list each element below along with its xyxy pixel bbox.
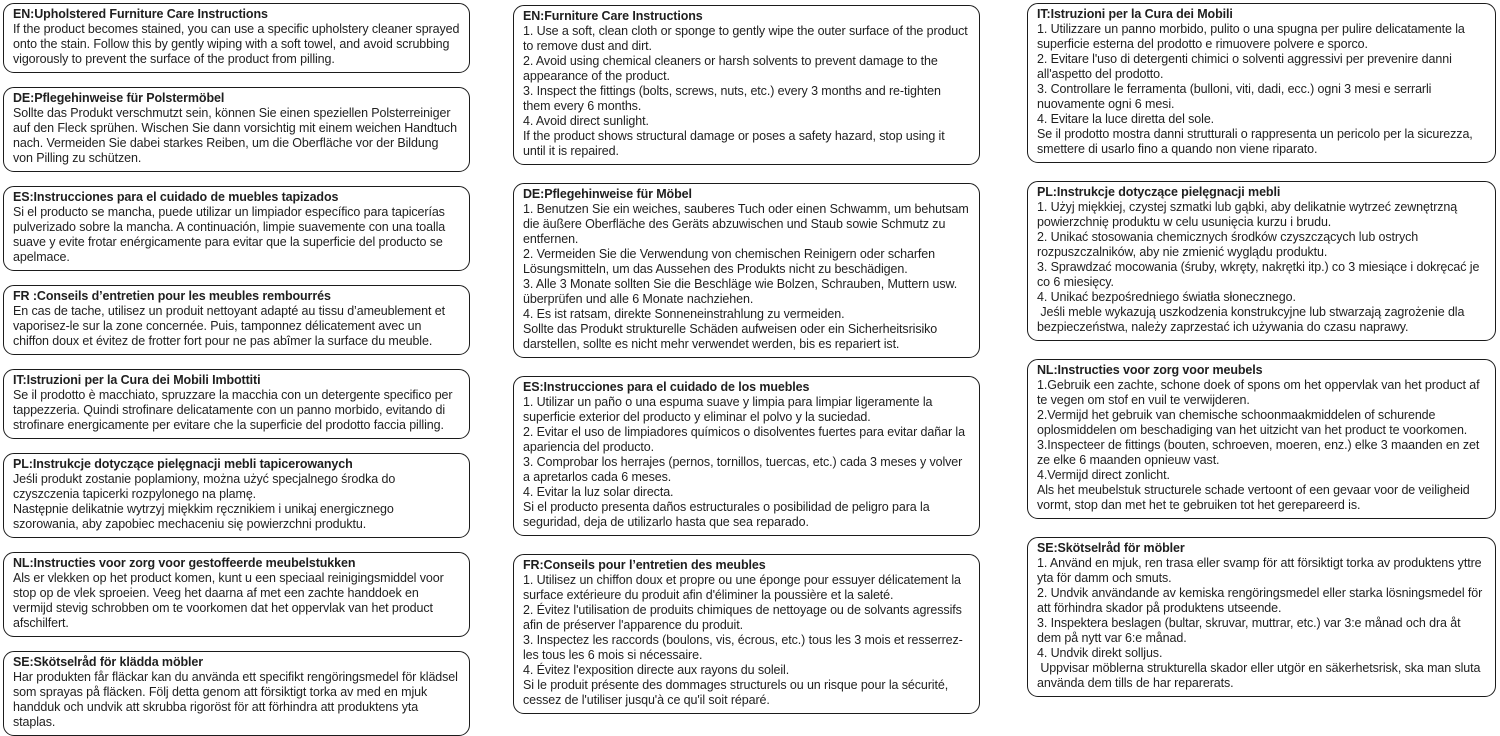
box-title: EN:Upholstered Furniture Care Instructions	[13, 7, 268, 21]
box-paragraph: Jeśli produkt zostanie poplamiony, można użyć specjalnego środka do czyszczenia tapicerki rozpylonego na plamę.	[13, 472, 399, 501]
box-paragraph: 2. Evitar el uso de limpiadores químicos o disolventes fuertes para evitar dañar la apariencia del producto.	[523, 425, 969, 454]
box-paragraph: 4. Évitez l'exposition directe aux rayons du soleil.	[523, 663, 790, 677]
column-furniture-care-left	[513, 5, 980, 714]
box-title: DE:Pflegehinweise für Möbel	[523, 187, 692, 201]
care-box-upholstered-care-3	[3, 285, 470, 355]
care-box-upholstered-care-5	[3, 453, 470, 538]
box-title: EN:Furniture Care Instructions	[523, 9, 703, 23]
care-box-furniture-care-west-1	[513, 183, 980, 358]
box-paragraph: 3. Sprawdzać mocowania (śruby, wkręty, nakrętki itp.) co 3 miesiące i dokręcać je co 6 miesięcy.	[1037, 260, 1483, 289]
box-paragraph: 4. Avoid direct sunlight.	[523, 114, 649, 128]
box-paragraph: Si el producto presenta daños estructurales o posibilidad de peligro para la seguridad, deja de utilizarlo hasta que sea reparado.	[523, 500, 933, 529]
box-paragraph: 3. Inspect the fittings (bolts, screws, nuts, etc.) every 3 months and re-tighten them every 6 months.	[523, 84, 945, 113]
box-paragraph: Se il prodotto mostra danni strutturali o rappresenta un pericolo per la sicurezza, smettere di usarlo fino a quando non viene riparato.	[1037, 127, 1477, 156]
care-box-upholstered-care-6	[3, 552, 470, 637]
box-paragraph: 1. Użyj miękkiej, czystej szmatki lub gąbki, aby delikatnie wytrzeć zewnętrzną powierzchnię produktu w celu usunięcia kurzu i brudu.	[1037, 200, 1461, 229]
care-box-upholstered-care-2	[3, 186, 470, 271]
care-box-furniture-care-east-3	[1027, 537, 1496, 697]
care-box-upholstered-care-7	[3, 651, 470, 736]
care-box-furniture-care-west-0	[513, 5, 980, 165]
box-paragraph: Sollte das Produkt strukturelle Schäden aufweisen oder ein Sicherheitsrisiko darstellen, sollte es nicht mehr verwendet werden, bis es repariert ist.	[523, 322, 941, 351]
box-paragraph: Sollte das Produkt verschmutzt sein, können Sie einen speziellen Polsterreiniger auf den Fleck sprühen. Wischen Sie dann vorsichtig mit einem weichen Handtuch nach. Vermeiden Sie dabei starkes Reiben, um die Oberfläche vor der Bildung von Pilling zu schützen.	[13, 106, 461, 165]
box-paragraph: 3. Inspectez les raccords (boulons, vis, écrous, etc.) tous les 3 mois et resserrez-les tous les 6 mois si nécessaire.	[523, 633, 963, 662]
box-title: PL:Instrukcje dotyczące pielęgnacji mebli tapicerowanych	[13, 457, 353, 471]
column-upholstered-care	[3, 3, 470, 736]
box-paragraph: 1. Utilizar un paño o una espuma suave y limpia para limpiar ligeramente la superficie exterior del producto y eliminar el polvo y la suciedad.	[523, 395, 936, 424]
care-box-upholstered-care-1	[3, 87, 470, 172]
care-box-furniture-care-east-2	[1027, 359, 1496, 519]
care-box-furniture-care-west-3	[513, 554, 980, 714]
box-paragraph: 3. Alle 3 Monate sollten Sie die Beschläge wie Bolzen, Schrauben, Muttern usw. überprüfen und alle 6 Monate nachziehen.	[523, 277, 961, 306]
box-paragraph: Si el producto se mancha, puede utilizar un limpiador específico para tapicerías pulverizado sobre la mancha. A continuación, limpie suavemente con una toalla suave y evite frotar enérgicamente para evitar que la superficie del producto se apelmace.	[13, 205, 449, 264]
box-title: SE:Skötselråd för klädda möbler	[13, 655, 204, 669]
box-paragraph: Następnie delikatnie wytrzyj miękkim ręcznikiem i unikaj energicznego szorowania, aby zapobiec mechaceniu się powierzchni produktu.	[13, 502, 398, 531]
box-paragraph: 2. Unikać stosowania chemicznych środków czyszczących lub ostrych rozpuszczalników, aby nie zmienić wyglądu produktu.	[1037, 230, 1422, 259]
box-title: ES:Instrucciones para el cuidado de los muebles	[523, 380, 810, 394]
box-paragraph: 3. Controllare le ferramenta (bulloni, viti, dadi, ecc.) ogni 3 mesi e serrarli nuovamente ogni 6 mesi.	[1037, 82, 1435, 111]
care-box-furniture-care-east-0	[1027, 3, 1496, 163]
box-paragraph: If the product shows structural damage or poses a safety hazard, stop using it until it is repaired.	[523, 129, 948, 158]
box-paragraph: 4. Undvik direkt solljus.	[1037, 646, 1163, 660]
box-paragraph: Als er vlekken op het product komen, kunt u een speciaal reinigingsmiddel voor stop op de vlek sproeien. Veeg het daarna af met een zachte handdoek en vermijd stevig schrobben om te voorkomen dat het oppervlak van het product afschilfert.	[13, 571, 448, 630]
box-paragraph: 4. Unikać bezpośredniego światła słonecznego.	[1037, 290, 1296, 304]
box-paragraph: Si le produit présente des dommages structurels ou un risque pour la sécurité, cessez de l'utiliser jusqu'à ce qu'il soit réparé.	[523, 678, 952, 707]
box-paragraph: Se il prodotto è macchiato, spruzzare la macchia con un detergente specifico per tappezzeria. Quindi strofinare delicatamente con un panno morbido, evitando di strofinare energicamente per evitare che la superficie del prodotto faccia pilling.	[13, 388, 456, 432]
box-paragraph: 3. Inspektera beslagen (bultar, skruvar, muttrar, etc.) var 3:e månad och dra åt dem på nytt var 6:e månad.	[1037, 616, 1464, 645]
box-paragraph: 1. Använd en mjuk, ren trasa eller svamp för att försiktigt torka av produktens yttre yta för damm och smuts.	[1037, 556, 1485, 585]
box-title: DE:Pflegehinweise für Polstermöbel	[13, 91, 225, 105]
box-paragraph: 3. Comprobar los herrajes (pernos, tornillos, tuercas, etc.) cada 3 meses y volver a apretarlos cada 6 meses.	[523, 455, 966, 484]
box-title: IT:Istruzioni per la Cura dei Mobili Imbottiti	[13, 373, 261, 387]
box-paragraph: 1. Benutzen Sie ein weiches, sauberes Tuch oder einen Schwamm, um behutsam die äußere Oberfläche des Geräts abzuwischen und Staub sowie Schmutz zu entfernen.	[523, 202, 973, 246]
box-paragraph: 2. Evitare l'uso di detergenti chimici o solventi aggressivi per prevenire danni all'aspetto del prodotto.	[1037, 52, 1456, 81]
box-paragraph: 2. Avoid using chemical cleaners or harsh solvents to prevent damage to the appearance of the product.	[523, 54, 942, 83]
care-box-upholstered-care-0	[3, 3, 470, 73]
box-title: FR:Conseils pour l’entretien des meubles	[523, 558, 766, 572]
box-paragraph: 4. Es ist ratsam, direkte Sonneneinstrahlung zu vermeiden.	[523, 307, 845, 321]
box-title: SE:Skötselråd för möbler	[1037, 541, 1185, 555]
box-paragraph: Uppvisar möblerna strukturella skador eller utgör en säkerhetsrisk, ska man sluta använda dem tills de har reparerats.	[1037, 661, 1484, 690]
box-paragraph: 2. Vermeiden Sie die Verwendung von chemischen Reinigern oder scharfen Lösungsmitteln, um das Aussehen des Produkts nicht zu beschädigen.	[523, 247, 939, 276]
box-paragraph: 2. Évitez l'utilisation de produits chimiques de nettoyage ou de solvants agressifs afin de préserver l'apparence du produit.	[523, 603, 966, 632]
box-paragraph: 3.Inspecteer de fittings (bouten, schroeven, moeren, enz.) elke 3 maanden en zet ze elke 6 maanden opnieuw vast.	[1037, 438, 1483, 467]
box-paragraph: Als het meubelstuk structurele schade vertoont of een gevaar voor de veiligheid vormt, stop dan met het te gebruiken tot het gerepareerd is.	[1037, 483, 1474, 512]
box-paragraph: 1.Gebruik een zachte, schone doek of spons om het oppervlak van het product af te vegen om stof en vuil te verwijderen.	[1037, 378, 1483, 407]
box-paragraph: If the product becomes stained, you can use a specific upholstery cleaner sprayed onto the stain. Follow this by gently wiping with a soft towel, and avoid scrubbing vigorously to prevent the surface of the product from pilling.	[13, 22, 463, 66]
box-title: PL:Instrukcje dotyczące pielęgnacji mebli	[1037, 185, 1281, 199]
box-paragraph: En cas de tache, utilisez un produit nettoyant adapté au tissu d’ameublement et vaporisez-le sur la zone concernée. Puis, tamponnez délicatement avec un chiffon doux et évitez de frotter fort pour ne pas abîmer la surface du meuble.	[13, 304, 449, 348]
box-title: FR :Conseils d’entretien pour les meubles rembourrés	[13, 289, 331, 303]
box-paragraph: 4. Evitare la luce diretta del sole.	[1037, 112, 1215, 126]
box-paragraph: 1. Utilisez un chiffon doux et propre ou une éponge pour essuyer délicatement la surface extérieure du produit afin d'éliminer la poussière et la saleté.	[523, 573, 965, 602]
box-title: ES:Instrucciones para el cuidado de muebles tapizados	[13, 190, 339, 204]
box-paragraph: 4.Vermijd direct zonlicht.	[1037, 468, 1170, 482]
box-paragraph: 4. Evitar la luz solar directa.	[523, 485, 674, 499]
column-furniture-care-right	[1027, 3, 1496, 697]
box-title: NL:Instructies voor zorg voor meubels	[1037, 363, 1263, 377]
box-paragraph: Jeśli meble wykazują uszkodzenia konstrukcyjne lub stwarzają zagrożenie dla bezpieczeństwa, należy zaprzestać ich używania do czasu naprawy.	[1037, 305, 1468, 334]
care-box-furniture-care-east-1	[1027, 181, 1496, 341]
care-box-upholstered-care-4	[3, 369, 470, 439]
box-paragraph: 2. Undvik användande av kemiska rengöringsmedel eller starka lösningsmedel för att förhindra skador på produktens utseende.	[1037, 586, 1486, 615]
box-paragraph: 2.Vermijd het gebruik van chemische schoonmaakmiddelen of schurende oplosmiddelen om beschadiging van het uitzicht van het product te voorkomen.	[1037, 408, 1468, 437]
box-paragraph: 1. Utilizzare un panno morbido, pulito o una spugna per pulire delicatamente la superficie esterna del prodotto e rimuovere polvere e sporco.	[1037, 22, 1469, 51]
box-paragraph: Har produkten får fläckar kan du använda ett specifikt rengöringsmedel för klädsel som sprayas på fläcken. Följ detta genom att försiktigt torka av med en mjuk handduk och undvik att skrubba rigoröst för att förhindra att produktens yta staplas.	[13, 670, 462, 729]
box-paragraph: 1. Use a soft, clean cloth or sponge to gently wipe the outer surface of the product to remove dust and dirt.	[523, 24, 972, 53]
box-title: NL:Instructies voor zorg voor gestoffeerde meubelstukken	[13, 556, 356, 570]
care-box-furniture-care-west-2	[513, 376, 980, 536]
box-title: IT:Istruzioni per la Cura dei Mobili	[1037, 7, 1233, 21]
